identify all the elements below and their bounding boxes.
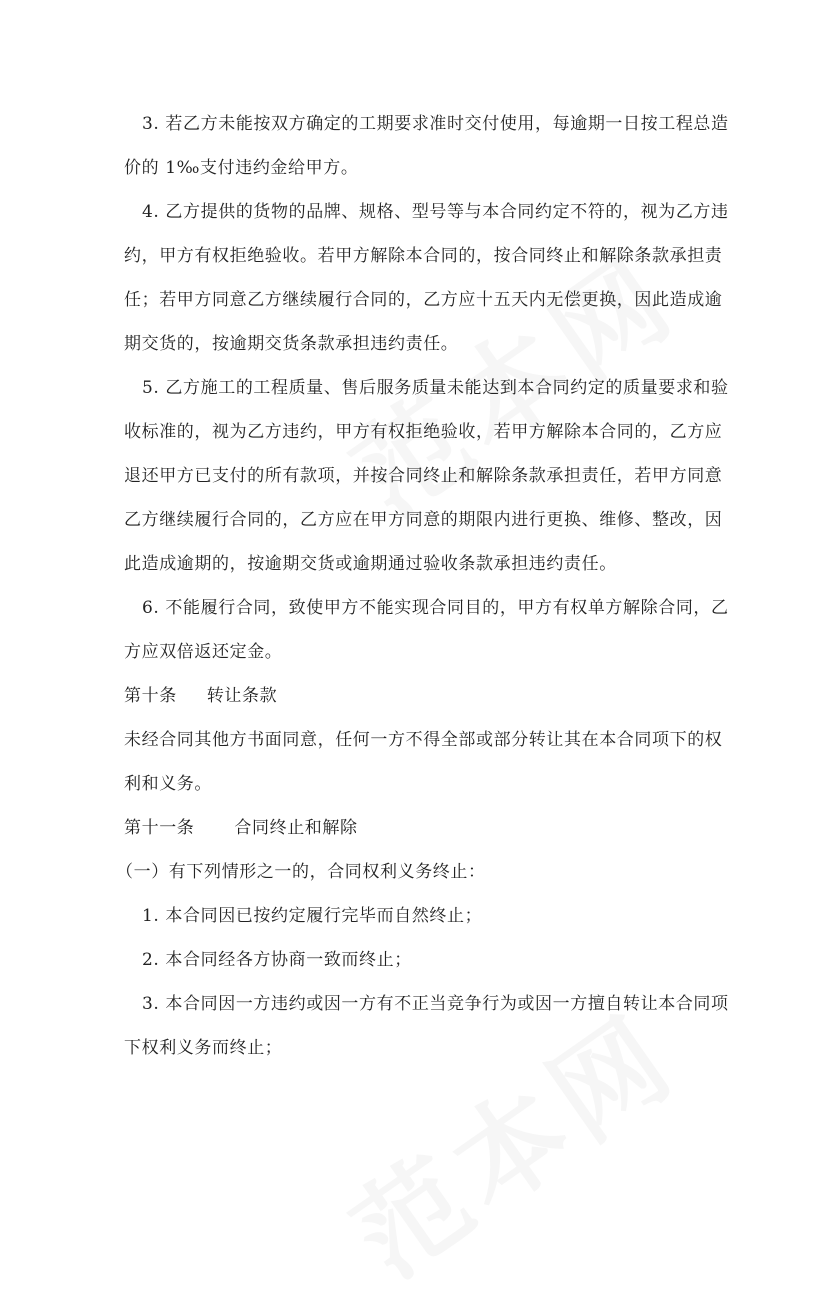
clause-5-line-2: 收标准的，视为乙方违约，甲方有权拒绝验收，若甲方解除本合同的，乙方应 [124, 422, 723, 442]
termination-item-1: 1. 本合同因已按约定履行完毕而自然终止； [142, 906, 483, 926]
clause-4-line-4: 期交货的，按逾期交货条款承担违约责任。 [124, 334, 459, 354]
clause-6-line-2: 方应双倍返还定金。 [124, 642, 283, 662]
article-10-line-2: 利和义务。 [124, 774, 212, 794]
article-number: 第十一条 [124, 818, 195, 838]
article-title: 转让条款 [206, 686, 278, 706]
termination-item-3-line-1: 3. 本合同因一方违约或因一方有不正当竞争行为或因一方擅自转让本合同项 [142, 994, 729, 1014]
article-10-heading [124, 684, 277, 708]
watermark [317, 971, 703, 1307]
clause-4-line-1: 4. 乙方提供的货物的品牌、规格、型号等与本合同约定不符的，视为乙方违 [142, 202, 729, 222]
article-11-heading [124, 816, 358, 840]
clause-3-line-1: 3. 若乙方未能按双方确定的工期要求准时交付使用，每逾期一日按工程总造 [142, 114, 729, 134]
clause-5-line-4: 乙方继续履行合同的，乙方应在甲方同意的期限内进行更换、维修、整改，因 [124, 510, 723, 530]
clause-4-line-2: 约，甲方有权拒绝验收。若甲方解除本合同的，按合同终止和解除条款承担责 [124, 246, 723, 266]
clause-5-line-5: 此造成逾期的，按逾期交货或逾期通过验收条款承担违约责任。 [124, 554, 617, 574]
termination-item-3-line-2: 下权利义务而终止； [124, 1038, 283, 1058]
clause-4-line-3: 任；若甲方同意乙方继续履行合同的，乙方应十五天内无偿更换，因此造成逾 [124, 290, 723, 310]
clause-5-line-1: 5. 乙方施工的工程质量、售后服务质量未能达到本合同约定的质量要求和验 [142, 378, 729, 398]
article-title: 合同终止和解除 [234, 818, 358, 838]
clause-5-line-3: 退还甲方已支付的所有款项，并按合同终止和解除条款承担责任，若甲方同意 [124, 466, 723, 486]
clause-6-line-1: 6. 不能履行合同，致使甲方不能实现合同目的，甲方有权单方解除合同，乙 [142, 598, 729, 618]
termination-item-2: 2. 本合同经各方协商一致而终止； [142, 950, 412, 970]
article-number: 第十条 [124, 686, 177, 706]
article-10-line-1: 未经合同其他方书面同意，任何一方不得全部或部分转让其在本合同项下的权 [124, 730, 723, 750]
clause-3-line-2: 价的 1‰支付违约金给甲方。 [124, 158, 359, 178]
article-11-subsection-1: （一）有下列情形之一的，合同权利义务终止： [116, 862, 486, 882]
